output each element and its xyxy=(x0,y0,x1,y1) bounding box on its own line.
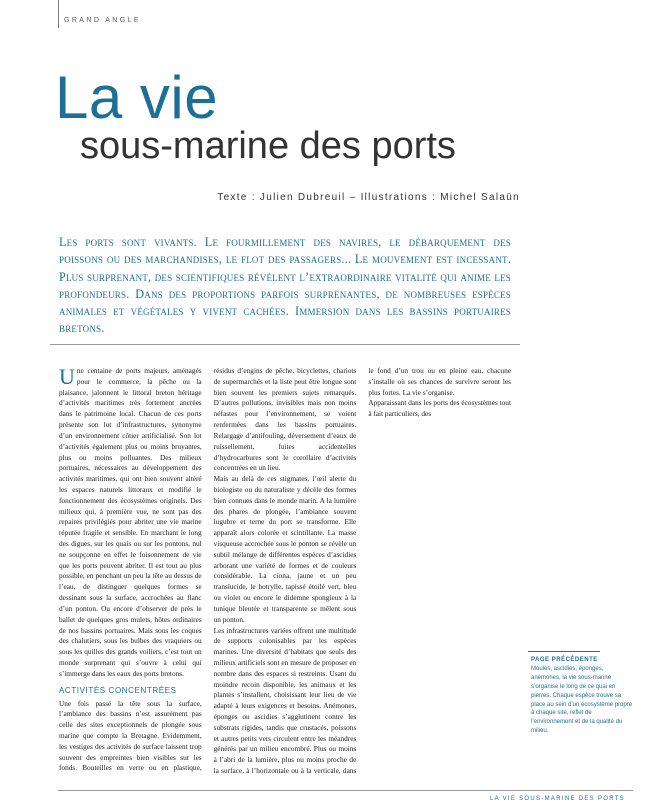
caption-rule xyxy=(528,651,600,652)
section-label: GRAND ANGLE xyxy=(64,17,141,24)
body-paragraph-4: Les infrastructures variées offrent une multitude de supports colonisables par les espèces marines. Une diversité d’habitats que seuls des milieux artificiels sont en mesure de proposer en nombre dans des espaces si restreints. Usant du moindre recoin disponible, les animaux et les plantes s’installent, choisissant leur lieu de vie adapté à leurs exigences et besoins. Anémones, éponges ou ascidies s’agglutinent contre les substrats rigides, tandis que crustacés, poissons et autres petits vers circulent entre les méandres générés par un milieu encombré. Plus ou moins à l’abri de la lumière, plus ou moins proche de la surface, à l’horizontale ou à la verticale, dans le fond d’un trou ou en pleine eau, chacune s’installe où ses chances de survivre seront les plus fortes. La vie s’organise. xyxy=(213,366,511,776)
caption-title: PAGE PRÉCÉDENTE xyxy=(531,657,598,663)
footer-rule xyxy=(58,790,633,791)
section-subheading: ACTIVITÉS CONCENTRÉES xyxy=(59,685,177,695)
drop-cap: U xyxy=(59,364,75,389)
article-body xyxy=(59,366,511,784)
article-title: La vie xyxy=(55,64,219,131)
running-footer: LA VIE SOUS-MARINE DES PORTS xyxy=(490,796,625,802)
photo-caption xyxy=(531,656,633,736)
body-paragraph-1 xyxy=(59,366,202,680)
body-text-1: ne centaine de ports majeurs, aménagés pour le commerce, la pêche ou la plaisance, jalonnent le littoral breton héritage d’activités maritimes très fortement ancrées dans le patrimoine local. Chacun de ces ports présente son lot d’infrastructures, synonyme d’un environnement côtier artificialisé. Son lot d’activités également plus ou moins bruyantes, plus ou moins polluantes. Des milieux portuaires, nécessaires au développement des activités maritimes, qui ont bien souvent altéré les espaces naturels littoraux et modifié le fonctionnement des écosystèmes originels. Des milieux qui, à première vue, ne sont pas des repaires privilégiés pour abriter une vie marine réputée fragile et sensible. En marchant le long des digues, sur les quais ou sur les pontons, nul ne soupçonne en effet le foisonnement de vie que les ports peuvent abriter. Il est tout au plus possible, en penchant un peu la tête au dessus de l’eau, de distinguer quelques formes se dessinant sous la surface, accrochées au flanc d’un ponton. Ou encore d’observer de près le ballet de quelques gros mulets, hôtes ordinaires de nos bassins portuaires. Mais sous les coques des chalutiers, sous les bulbes des vraquiers ou sous les quilles des grands voiliers, c’est tout un monde surprenant qui s’ouvre à celui qui s’immerge dans les eaux des ports bretons. xyxy=(59,366,202,678)
body-paragraph-3: Mais au delà de ces stigmates, l’œil alerte du biologiste ou du naturaliste y décèle des formes bien connues dans le monde marin. A la lumière des phares de plongée, l’ambiance souvent lugubre et terne du port se transforme. Elle apparaît alors colorée et scintillante. La masse visqueuse accrochée sous le ponton se révèle un subtil mélange de différentes espèces d’ascidies arborant une variété de formes et de couleurs considérable. La ciona, jaune et un peu translucide, le botrylle, tapissé étoilé vert, bleu ou violet ou encore le didemne spongieux à la tunique bleutée et transparente se mêlent sous un ponton. xyxy=(213,474,357,624)
caption-text: Moules, ascidies, éponges, anémones, la vie sous-marine s’organise le long de ce quai en pierres. Chaque espèce trouve sa place au sein d’un écosystème propre à chaque site, reflet de l’environnement et de la qualité du milieu. xyxy=(531,665,633,735)
body-paragraph-2: Une fois passé la tête sous la surface, l’ambiance des bassins n’est assurément pas celle des sites exceptionnels de plongée sous marine que compte la Bretagne. Evidemment, les vestiges des activités de surface laissent trop souvent des empreintes bien visibles sur les fonds. Bouteilles en verre ou en plastique, résidus d’engins de pêche, bicyclettes, chariots de supermarchés et la liste peut être longue sont bien souvent les premiers sujets remarqués. D’autres pollutions, invisibles mais non moins néfastes pour l’environnement, se voient renfermées dans les bassins portuaires. Relargage d’antifouling, déversement d’eaux de ruissellement, fuites accidentelles d’hydrocarbures sont le corollaire d’activités concentrées en un lieu. xyxy=(59,366,357,773)
body-paragraph-5: Apparaissant dans les ports des écosystèmes tout à fait particuliers, des xyxy=(368,398,511,419)
article-subtitle: sous-marine des ports xyxy=(80,125,456,167)
byline: Texte : Julien Dubreuil – Illustrations : Michel Salaün xyxy=(217,192,520,203)
intro-divider xyxy=(50,344,520,345)
header-rule xyxy=(58,0,59,28)
intro-paragraph: Les ports sont vivants. Le fourmillement des navires, le débarquement des poissons ou des marchandises, le flot des passagers... Le mouvement est incessant. Plus surprenant, des scientifiques révèlent l’extraordinaire vitalité qui anime les profondeurs. Dans des proportions parfois surprenantes, de nombreuses espèces animales et végétales y vivent cachées. Immersion dans les bassins portuaires bretons. xyxy=(59,235,511,336)
